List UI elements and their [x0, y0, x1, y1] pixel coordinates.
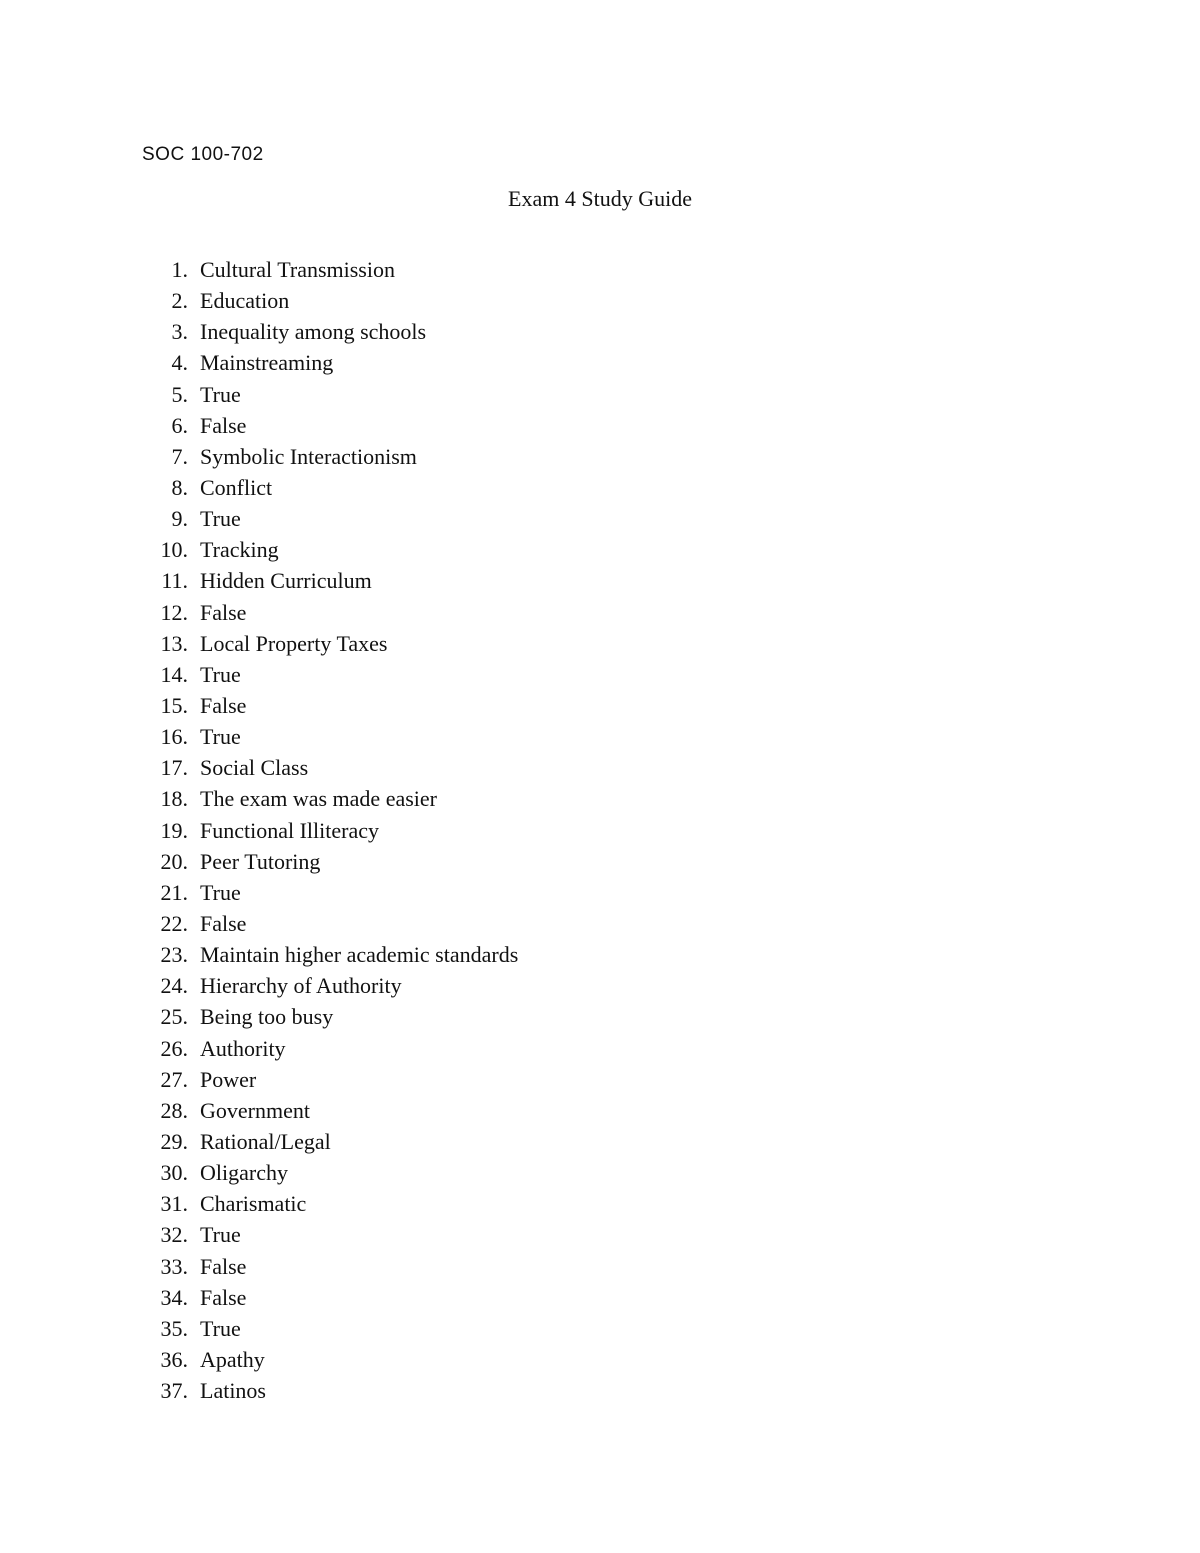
list-item-text: True [200, 506, 241, 532]
list-item [160, 970, 518, 1001]
list-item-number: 27. [160, 1066, 188, 1092]
list-item-text: Education [200, 288, 290, 314]
list-item-text: Oligarchy [200, 1160, 288, 1186]
list-item-text: True [200, 1222, 241, 1248]
list-item [160, 597, 518, 628]
list-item-number: 9. [171, 506, 188, 532]
list-item-text: Cultural Transmission [200, 257, 395, 282]
list-item-text: Conflict [200, 474, 273, 500]
list-item [160, 846, 518, 877]
list-item [160, 908, 518, 939]
list-item [160, 1313, 518, 1344]
list-item-number: 29. [160, 1128, 188, 1154]
list-item-number: 24. [160, 973, 188, 999]
list-item-text: Peer Tutoring [200, 848, 321, 874]
list-item-text: The exam was made easier [200, 786, 437, 812]
list-item-number: 7. [171, 443, 188, 469]
list-item-text: False [200, 599, 247, 625]
list-item-number: 21. [160, 879, 188, 905]
answer-list [160, 254, 518, 1406]
course-code: SOC 100-702 [142, 144, 264, 165]
list-item-text: Inequality among schools [200, 319, 427, 345]
list-item-number: 34. [160, 1284, 188, 1310]
list-item-number: 6. [171, 412, 188, 438]
page-title: Exam 4 Study Guide [508, 186, 692, 211]
list-item-number: 2. [171, 288, 188, 314]
list-item-text: True [200, 1315, 241, 1341]
list-item-number: 10. [160, 537, 188, 563]
list-item [160, 379, 518, 410]
list-item [160, 1282, 518, 1313]
list-item [160, 285, 518, 316]
list-item [160, 1157, 518, 1188]
list-item [160, 690, 518, 721]
list-item-text: Functional Illiteracy [200, 817, 379, 843]
list-item [160, 1126, 518, 1157]
list-item-text: False [200, 692, 247, 718]
list-item-number: 23. [160, 942, 188, 968]
list-item-number: 32. [160, 1222, 188, 1248]
list-item-number: 35. [160, 1315, 188, 1341]
list-item-text: Latinos [200, 1378, 266, 1404]
list-item [160, 628, 518, 659]
list-item-text: False [200, 910, 247, 936]
list-item [160, 815, 518, 846]
list-item [160, 565, 518, 596]
list-item-number: 12. [160, 599, 188, 625]
list-item-number: 1. [171, 257, 188, 282]
list-item-text: Rational/Legal [200, 1128, 331, 1154]
list-item [160, 1219, 518, 1250]
list-item [160, 410, 518, 441]
list-item-number: 18. [160, 786, 188, 812]
list-item [160, 1251, 518, 1282]
list-item-number: 5. [171, 381, 188, 407]
list-item-number: 14. [160, 661, 188, 687]
list-item-number: 26. [160, 1035, 188, 1061]
list-item-number: 17. [160, 755, 188, 781]
list-item [160, 1095, 518, 1126]
list-item [160, 254, 518, 285]
list-item [160, 1064, 518, 1095]
list-item [160, 1375, 518, 1406]
list-item-text: Power [200, 1066, 257, 1092]
list-item-text: False [200, 412, 247, 438]
list-item [160, 472, 518, 503]
list-item [160, 1033, 518, 1064]
list-item-text: Hidden Curriculum [200, 568, 372, 594]
list-item-text: Apathy [200, 1346, 265, 1372]
list-item [160, 877, 518, 908]
list-item [160, 316, 518, 347]
list-item-text: Government [200, 1097, 310, 1123]
list-item-text: True [200, 879, 241, 905]
list-item-number: 31. [160, 1191, 188, 1217]
list-item [160, 347, 518, 378]
list-item-number: 25. [160, 1004, 188, 1030]
list-item-number: 4. [171, 350, 188, 376]
list-item-text: Tracking [200, 537, 279, 563]
list-item-number: 13. [160, 630, 188, 656]
list-item-number: 15. [160, 692, 188, 718]
list-item-text: False [200, 1284, 247, 1310]
list-item-text: True [200, 661, 241, 687]
list-item-text: True [200, 381, 241, 407]
list-item-number: 8. [171, 474, 188, 500]
list-item-text: Symbolic Interactionism [200, 443, 417, 469]
list-item-number: 33. [160, 1253, 188, 1279]
list-item-number: 3. [171, 319, 188, 345]
list-item-text: Maintain higher academic standards [200, 942, 519, 968]
list-item [160, 752, 518, 783]
list-item [160, 1001, 518, 1032]
list-item [160, 503, 518, 534]
list-item-text: Social Class [200, 755, 309, 781]
list-item-number: 30. [160, 1160, 188, 1186]
list-item [160, 1344, 518, 1375]
list-item-text: True [200, 724, 241, 750]
list-item-text: False [200, 1253, 247, 1279]
list-item-number: 22. [160, 910, 188, 936]
list-item-text: Charismatic [200, 1191, 307, 1217]
list-item-number: 20. [160, 848, 188, 874]
list-item-number: 36. [160, 1346, 188, 1372]
list-item [160, 783, 518, 814]
list-item-text: Hierarchy of Authority [200, 973, 402, 999]
list-item [160, 1188, 518, 1219]
list-item [160, 441, 518, 472]
list-item-text: Authority [200, 1035, 286, 1061]
list-item-number: 28. [160, 1097, 188, 1123]
list-item [160, 534, 518, 565]
list-item-number: 37. [160, 1378, 188, 1404]
list-item-text: Local Property Taxes [200, 630, 388, 656]
list-item-number: 11. [161, 568, 188, 594]
list-item [160, 721, 518, 752]
list-item-number: 16. [160, 724, 188, 750]
list-item [160, 939, 518, 970]
list-item-text: Mainstreaming [200, 350, 334, 376]
list-item-number: 19. [160, 817, 188, 843]
list-item-text: Being too busy [200, 1004, 334, 1030]
list-item [160, 659, 518, 690]
